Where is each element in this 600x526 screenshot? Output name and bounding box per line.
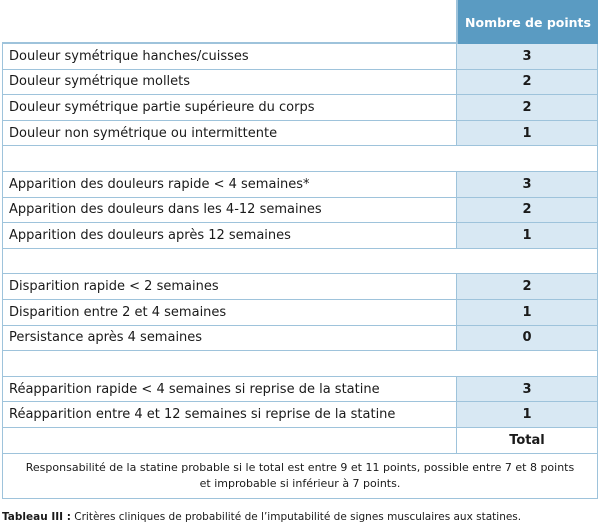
total-row <box>2 428 598 454</box>
header-blank-cell <box>2 0 456 44</box>
criterion-cell: Disparition entre 2 et 4 semaines <box>9 304 227 320</box>
total-label: Total <box>456 428 597 453</box>
table-row <box>2 402 598 428</box>
criterion-cell: Apparition des douleurs dans les 4-12 semaines <box>9 202 322 218</box>
note-line-2: et improbable si inférieur à 7 points. <box>199 476 401 490</box>
points-cell: 1 <box>456 402 597 427</box>
points-cell: 3 <box>456 377 597 402</box>
points-cell: 1 <box>456 121 597 146</box>
table-caption <box>2 511 521 523</box>
points-cell: 3 <box>456 172 597 197</box>
points-cell: 2 <box>456 70 597 95</box>
table-body <box>2 44 598 428</box>
criterion-cell: Douleur symétrique mollets <box>9 74 191 90</box>
criterion-cell: Persistance après 4 semaines <box>9 330 203 346</box>
group-separator <box>2 351 598 377</box>
points-cell: 2 <box>456 95 597 120</box>
criterion-cell: Disparition rapide < 2 semaines <box>9 279 219 295</box>
table-note <box>2 454 598 499</box>
group-separator <box>2 249 598 275</box>
group-separator <box>2 146 598 172</box>
criterion-cell: Apparition des douleurs après 12 semaines <box>9 227 291 243</box>
points-cell: 1 <box>456 300 597 325</box>
table-row <box>2 70 598 96</box>
table-row <box>2 326 598 352</box>
table-row <box>2 377 598 403</box>
note-line-1: Responsabilité de la statine probable si le total est entre 9 et 11 points, possible entre 7 et 8 points <box>25 460 575 474</box>
table-row <box>2 198 598 224</box>
points-cell: 0 <box>456 326 597 351</box>
criterion-cell: Apparition des douleurs rapide < 4 semaines* <box>9 176 310 192</box>
table-row <box>2 300 598 326</box>
points-cell: 1 <box>456 223 597 248</box>
table-row <box>2 172 598 198</box>
table-row <box>2 44 598 70</box>
points-cell: 3 <box>456 44 597 69</box>
table-row <box>2 274 598 300</box>
points-cell: 2 <box>456 274 597 299</box>
criteria-table <box>2 0 598 499</box>
table-row <box>2 121 598 147</box>
table-header <box>2 0 598 44</box>
points-column-header: Nombre de points <box>456 0 598 44</box>
caption-label: Tableau III : <box>2 511 71 523</box>
criterion-cell: Douleur symétrique partie supérieure du corps <box>9 99 315 115</box>
points-cell: 2 <box>456 198 597 223</box>
total-blank-cell <box>3 428 456 453</box>
criterion-cell: Douleur symétrique hanches/cuisses <box>9 48 249 64</box>
criterion-cell: Réapparition entre 4 et 12 semaines si reprise de la statine <box>9 407 396 423</box>
caption-text: Critères cliniques de probabilité de l’imputabilité de signes musculaires aux statines. <box>70 511 522 523</box>
table-row <box>2 223 598 249</box>
table-row <box>2 95 598 121</box>
criterion-cell: Réapparition rapide < 4 semaines si reprise de la statine <box>9 381 380 397</box>
criterion-cell: Douleur non symétrique ou intermittente <box>9 125 278 141</box>
